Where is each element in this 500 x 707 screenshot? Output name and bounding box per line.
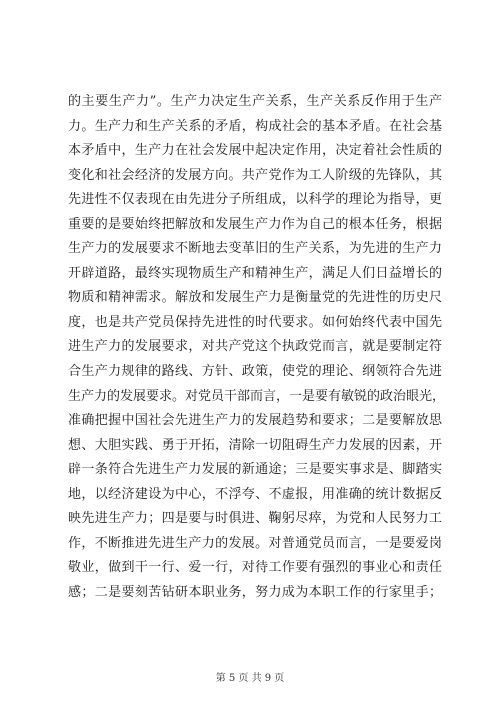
text-line: 生产力的发展要求。对党员干部而言，一是要有敏锐的政治眼光， — [68, 388, 446, 404]
text-line: 生产力的发展要求不断地去变革旧的生产关系，为先进的生产力 — [68, 241, 442, 257]
text-line: 作，不断推进先进生产力的发展。对普通党员而言，一是要爱岗 — [68, 535, 442, 551]
text-line: 想、大胆实践、勇于开拓，清除一切阻碍生产力发展的因素，开 — [68, 437, 442, 453]
text-line: 的主要生产力”。生产力决定生产关系，生产关系反作用于生产 — [68, 94, 442, 109]
text-line: 地，以经济建设为中心，不浮夸、不虚报，用准确的统计数据反 — [68, 486, 442, 502]
text-line: 进生产力的发展要求，对共产党这个执政党而言，就是要制定符 — [68, 339, 442, 355]
text-line: 本矛盾中，生产力在社会发展中起决定作用，决定着社会性质的 — [68, 143, 442, 159]
text-line: 准确把握中国社会先进生产力的发展趋势和要求；二是要解放思 — [68, 413, 442, 429]
text-line: 感；二是要刻苦钻研本职业务，努力成为本职工作的行家里手； — [68, 584, 442, 600]
text-line: 先进性不仅表现在由先进分子所组成，以科学的理论为指导，更 — [68, 192, 442, 208]
body-text — [68, 90, 446, 605]
text-line: 重要的是要始终把解放和发展生产力作为自己的根本任务，根据 — [68, 216, 442, 232]
text-line: 敬业，做到干一行、爱一行，对待工作要有强烈的事业心和责任 — [68, 560, 442, 576]
text-line: 物质和精神需求。解放和发展生产力是衡量党的先进性的历史尺 — [68, 290, 442, 306]
text-line: 开辟道路，最终实现物质生产和精神生产，满足人们日益增长的 — [68, 265, 442, 281]
page-number-footer: 第 5 页 共 9 页 — [215, 673, 285, 684]
text-line: 映先进生产力；四是要与时俱进、鞠躬尽瘁，为党和人民努力工 — [68, 511, 442, 527]
text-line: 合生产力规律的路线、方针、政策，使党的理论、纲领符合先进 — [68, 364, 442, 380]
text-line: 变化和社会经济的发展方向。共产党作为工人阶级的先锋队，其 — [68, 167, 442, 183]
text-line: 度，也是共产党员保持先进性的时代要求。如何始终代表中国先 — [68, 314, 442, 330]
text-line: 力。生产力和生产关系的矛盾，构成社会的基本矛盾。在社会基 — [68, 118, 442, 134]
text-line: 辟一条符合先进生产力发展的新通途；三是要实事求是、脚踏实 — [68, 462, 442, 478]
